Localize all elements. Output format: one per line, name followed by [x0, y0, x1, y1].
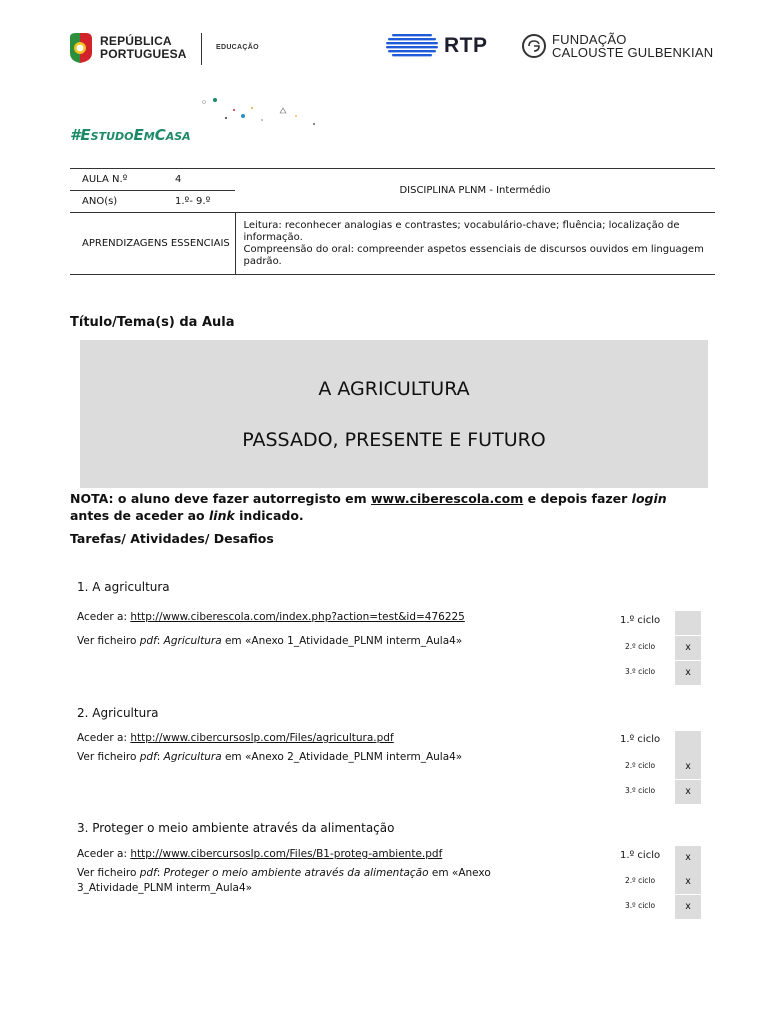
activity-title: 1. A agricultura [77, 580, 170, 594]
file-colon: : [156, 867, 164, 879]
fundacao-text: FUNDAÇÃO [552, 32, 627, 47]
file-suffix: em «Anexo 3_Atividade_PLNM interm_Aula4» [77, 867, 491, 894]
republica-portuguesa-logo [68, 31, 187, 65]
ano-label: ANO(s) [70, 191, 163, 213]
activity-link[interactable]: http://www.ciberescola.com/index.php?action=test&id=476225 [130, 611, 465, 623]
disciplina-cell: DISCIPLINA PLNM - Intermédio [235, 169, 715, 213]
access-prefix: Aceder a: [77, 611, 131, 623]
portugal-emblem-icon [68, 31, 94, 65]
file-name: Proteger o meio ambiente através da alimentação [163, 867, 429, 879]
cycle-2-label: 2.º ciclo [625, 876, 656, 885]
nota-paragraph [70, 490, 710, 524]
cycle-1-box [675, 611, 701, 635]
access-prefix: Aceder a: [77, 848, 131, 860]
activity-access-line [77, 847, 442, 862]
activity-file-line [77, 866, 517, 896]
nota-login-word: login [631, 491, 667, 506]
republica-text: REPÚBLICA [100, 34, 172, 48]
cycle-1-box: x [675, 846, 701, 870]
file-pdf-word: pdf [139, 635, 157, 647]
file-prefix: Ver ficheiro [77, 635, 140, 647]
decorative-dots [196, 96, 326, 136]
activity-link[interactable]: http://www.cibercursoslp.com/Files/B1-proteg-ambiente.pdf [130, 848, 443, 860]
file-name: Agricultura [163, 751, 222, 763]
activity-title: 3. Proteger o meio ambiente através da alimentação [77, 821, 395, 835]
file-colon: : [156, 635, 164, 647]
activity-link[interactable]: http://www.cibercursoslp.com/Files/agricultura.pdf [130, 732, 394, 744]
nota-before-link: antes de aceder ao [70, 508, 209, 523]
cycle-2-label: 2.º ciclo [625, 642, 656, 651]
activity-file-line [77, 634, 462, 649]
rtp-stripes-icon [386, 33, 438, 59]
cycle-3-label: 3.º ciclo [625, 901, 656, 910]
cycle-2-box: x [675, 636, 701, 660]
cycle-2-label: 2.º ciclo [625, 761, 656, 770]
activity-access-line [77, 731, 394, 746]
cycle-3-box: x [675, 780, 701, 804]
file-suffix: em «Anexo 2_Atividade_PLNM interm_Aula4» [221, 751, 463, 763]
activity-access-line [77, 610, 465, 625]
aula-value: 4 [163, 169, 235, 191]
lesson-title-box [80, 340, 708, 488]
estudo-em-casa-hashtag: #EstudoEmCasa [70, 126, 191, 144]
ciberescola-link[interactable]: www.ciberescola.com [371, 491, 524, 506]
ano-value: 1.º- 9.º [175, 196, 211, 207]
aprendizagens-leitura: Leitura: reconhecer analogias e contrastes; vocabulário-chave; fluência; localização de informação. [243, 219, 680, 243]
gulbenkian-mark-icon [522, 34, 546, 58]
lesson-subtitle: PASSADO, PRESENTE E FUTURO [242, 429, 546, 451]
nota-suffix: indicado. [234, 508, 304, 523]
portuguesa-text: PORTUGUESA [100, 47, 187, 61]
rtp-text: RTP [444, 34, 488, 57]
rtp-logo [386, 33, 488, 59]
gulbenkian-logo [522, 33, 713, 59]
cycle-3-box: x [675, 661, 701, 685]
file-name: Agricultura [163, 635, 222, 647]
lesson-info-table [70, 168, 715, 275]
activity-file-line [77, 750, 462, 765]
cycle-1-label: 1.º ciclo [620, 850, 661, 861]
file-prefix: Ver ficheiro [77, 867, 140, 879]
titulo-tema-label: Título/Tema(s) da Aula [70, 315, 235, 330]
access-prefix: Aceder a: [77, 732, 131, 744]
file-pdf-word: pdf [139, 751, 157, 763]
aula-label: AULA N.º [70, 169, 163, 191]
aprendizagens-oral: Compreensão do oral: compreender aspetos essenciais de discursos ouvidos em linguagem padrão. [243, 243, 704, 267]
cycle-1-box [675, 731, 701, 755]
file-prefix: Ver ficheiro [77, 751, 140, 763]
cycle-1-label: 1.º ciclo [620, 734, 661, 745]
file-colon: : [156, 751, 164, 763]
cycle-3-label: 3.º ciclo [625, 667, 656, 676]
file-suffix: em «Anexo 1_Atividade_PLNM interm_Aula4» [221, 635, 463, 647]
lesson-title: A AGRICULTURA [318, 378, 470, 400]
nota-prefix: NOTA: o aluno deve fazer autorregisto em [70, 491, 371, 506]
cycle-3-label: 3.º ciclo [625, 786, 656, 795]
tarefas-heading: Tarefas/ Atividades/ Desafios [70, 531, 274, 546]
gulbenkian-text: CALOUSTE GULBENKIAN [552, 45, 714, 60]
cycle-2-box: x [675, 755, 701, 779]
cycle-1-label: 1.º ciclo [620, 615, 661, 626]
activity-title: 2. Agricultura [77, 706, 159, 720]
aprendizagens-content [235, 213, 715, 275]
aprendizagens-label: APRENDIZAGENS ESSENCIAIS [70, 213, 235, 275]
cycle-3-box: x [675, 895, 701, 919]
file-pdf-word: pdf [139, 867, 157, 879]
nota-link-word: link [209, 508, 235, 523]
nota-middle: e depois fazer [523, 491, 632, 506]
educacao-label: EDUCAÇÃO [216, 44, 259, 51]
cycle-2-box: x [675, 870, 701, 894]
logo-divider [201, 33, 202, 65]
